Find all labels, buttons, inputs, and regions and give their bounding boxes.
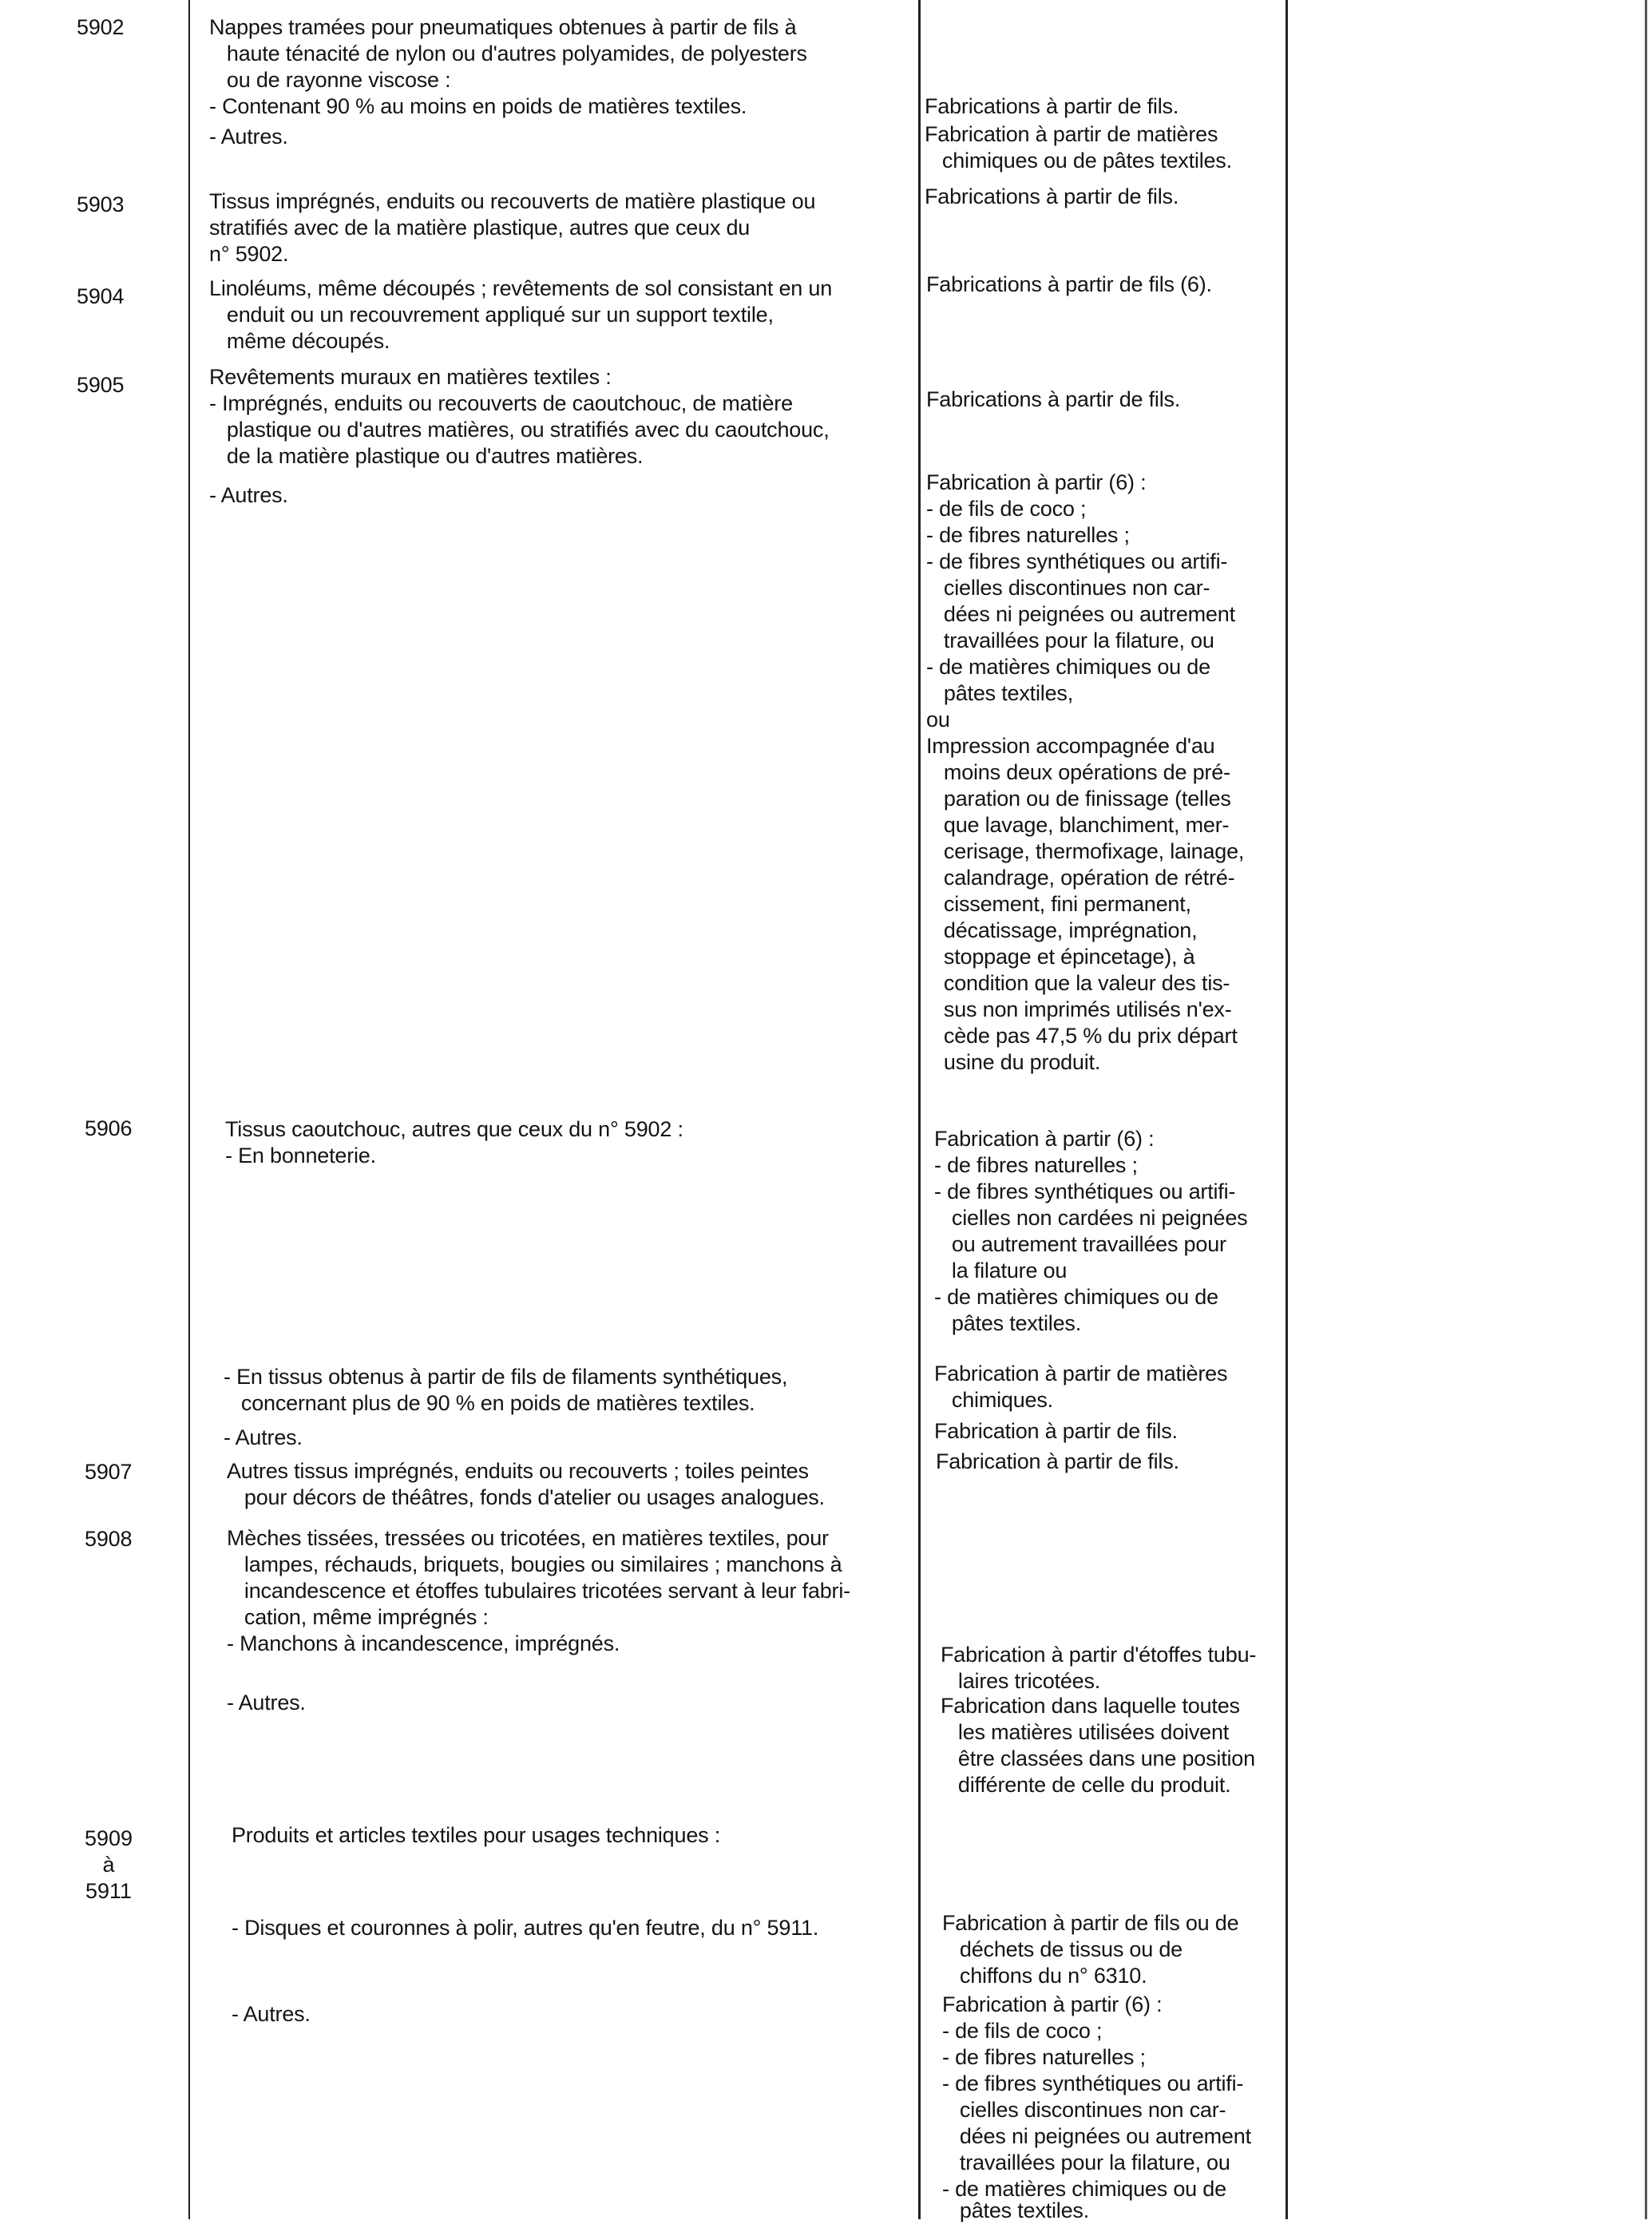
rule-line: pâtes textiles, <box>926 681 1073 705</box>
description-line: - En tissus obtenus à partir de fils de filaments synthétiques, <box>224 1365 788 1389</box>
rule-line: être classées dans une position <box>941 1746 1255 1770</box>
rule-line: Fabrications à partir de fils (6). <box>926 272 1212 296</box>
heading-code: 5908 <box>85 1527 133 1551</box>
rule-line: différente de celle du produit. <box>941 1773 1231 1797</box>
rule-line: pâtes textiles. <box>934 1311 1081 1335</box>
rule-line: Fabrication à partir (6) : <box>926 470 1147 494</box>
heading-code: 5906 <box>85 1116 133 1140</box>
rule-line: Fabrications à partir de fils. <box>925 94 1179 118</box>
description-line: Linoléums, même découpés ; revêtements de sol consistant en un <box>209 276 833 300</box>
rule-line: déchets de tissus ou de <box>942 1937 1183 1961</box>
description-line: même découpés. <box>209 329 390 353</box>
heading-code: 5911 <box>85 1879 133 1903</box>
heading-code: 5902 <box>77 15 125 39</box>
rule-line: Fabrication à partir d'étoffes tubu- <box>941 1643 1257 1667</box>
rule-line: dées ni peignées ou autrement <box>926 602 1235 626</box>
rule-line: - de matières chimiques ou de <box>934 1285 1218 1309</box>
heading-code: 5904 <box>77 284 125 308</box>
rule-line: Fabrication dans laquelle toutes <box>941 1694 1240 1718</box>
description-line: - En bonneterie. <box>225 1144 376 1168</box>
rule-line: chimiques ou de pâtes textiles. <box>925 149 1232 172</box>
description-line: concernant plus de 90 % en poids de matières textiles. <box>224 1391 755 1415</box>
heading-code: 5905 <box>77 373 125 397</box>
rule-line: que lavage, blanchiment, mer- <box>926 813 1230 837</box>
description-line: incandescence et étoffes tubulaires tricotées servant à leur fabri- <box>227 1579 850 1603</box>
rule-line: - de fibres synthétiques ou artifi- <box>926 549 1228 573</box>
rule-line: ou autrement travaillées pour <box>934 1232 1226 1256</box>
rule-line: Fabrications à partir de fils. <box>925 184 1179 208</box>
rule-line: chiffons du n° 6310. <box>942 1964 1147 1988</box>
rule-line: chimiques. <box>934 1388 1053 1412</box>
description-line: de la matière plastique ou d'autres matières. <box>209 444 644 468</box>
rule-line: - de fibres naturelles ; <box>934 1153 1138 1177</box>
rule-line: Fabrication à partir de fils. <box>936 1449 1179 1473</box>
rule-line: la filature ou <box>934 1259 1068 1282</box>
rule-line: laires tricotées. <box>941 1669 1101 1693</box>
description-line: - Autres. <box>224 1425 303 1449</box>
rule-line: travaillées pour la filature, ou <box>926 628 1214 652</box>
rule-line: cielles discontinues non car- <box>926 576 1210 600</box>
rule-line: Fabrication à partir de fils. <box>934 1419 1178 1443</box>
rule-line: Fabrication à partir de matières <box>934 1362 1228 1386</box>
rule-line: - de fibres synthétiques ou artifi- <box>934 1179 1236 1203</box>
description-line: enduit ou un recouvrement appliqué sur un support textile, <box>209 303 774 327</box>
rule-line: Fabrication à partir (6) : <box>934 1127 1155 1151</box>
rule-line: usine du produit. <box>926 1050 1101 1074</box>
rule-line: cerisage, thermofixage, lainage, <box>926 839 1245 863</box>
rule-line: calandrage, opération de rétré- <box>926 866 1235 890</box>
rule-line: cède pas 47,5 % du prix départ <box>926 1024 1238 1048</box>
rule-line: Fabrication à partir (6) : <box>942 1992 1163 2016</box>
description-line: n° 5902. <box>209 242 289 266</box>
description-line: - Autres. <box>227 1691 306 1715</box>
rule-line: Fabrications à partir de fils. <box>926 387 1181 411</box>
description-line: plastique ou d'autres matières, ou stratifiés avec du caoutchouc, <box>209 418 830 442</box>
column-rule-right <box>1286 0 1288 2219</box>
page-edge-right <box>1645 0 1647 2219</box>
description-line: ou de rayonne viscose : <box>209 68 451 92</box>
description-line: - Autres. <box>209 483 288 507</box>
rule-line: Fabrication à partir de fils ou de <box>942 1911 1239 1935</box>
rule-line: stoppage et épincetage), à <box>926 945 1195 969</box>
heading-code-connector: à <box>102 1853 115 1877</box>
rule-line: sus non imprimés utilisés n'ex- <box>926 997 1232 1021</box>
description-line: Tissus imprégnés, enduits ou recouverts de matière plastique ou <box>209 189 816 213</box>
rule-line: pâtes textiles. <box>942 2198 1089 2222</box>
rule-line: - de fibres naturelles ; <box>926 523 1130 547</box>
description-line: - Imprégnés, enduits ou recouverts de caoutchouc, de matière <box>209 391 793 415</box>
heading-code: 5907 <box>85 1460 133 1484</box>
rule-line: - de matières chimiques ou de <box>926 655 1210 679</box>
description-line: Tissus caoutchouc, autres que ceux du n° 5902 : <box>225 1117 683 1141</box>
rule-line: condition que la valeur des tis- <box>926 971 1230 995</box>
rule-line: paration ou de finissage (telles <box>926 787 1231 811</box>
rule-line: cielles discontinues non car- <box>942 2098 1226 2122</box>
rule-line: Fabrication à partir de matières <box>925 122 1218 146</box>
rule-line: - de fils de coco ; <box>942 2019 1103 2043</box>
rule-line: moins deux opérations de pré- <box>926 760 1230 784</box>
description-line: - Disques et couronnes à polir, autres qu'en feutre, du n° 5911. <box>232 1916 819 1940</box>
description-line: Produits et articles textiles pour usages techniques : <box>232 1823 721 1847</box>
rule-line: Impression accompagnée d'au <box>926 734 1215 758</box>
description-line: stratifiés avec de la matière plastique, autres que ceux du <box>209 216 751 240</box>
rule-line: cielles non cardées ni peignées <box>934 1206 1248 1230</box>
description-line: lampes, réchauds, briquets, bougies ou similaires ; manchons à <box>227 1552 842 1576</box>
rule-line: cissement, fini permanent, <box>926 892 1191 916</box>
description-line: Nappes tramées pour pneumatiques obtenues à partir de fils à <box>209 15 797 39</box>
description-line: - Contenant 90 % au moins en poids de matières textiles. <box>209 94 747 118</box>
description-line: - Manchons à incandescence, imprégnés. <box>227 1631 620 1655</box>
description-line: Revêtements muraux en matières textiles : <box>209 365 612 389</box>
heading-code: 5909 <box>84 1826 133 1850</box>
column-rule-middle <box>918 0 921 2219</box>
heading-code: 5903 <box>77 192 125 216</box>
column-rule-left <box>188 0 190 2219</box>
description-line: Mèches tissées, tressées ou tricotées, en matières textiles, pour <box>227 1526 829 1550</box>
description-line: pour décors de théâtres, fonds d'atelier ou usages analogues. <box>227 1485 825 1509</box>
rule-line: ou <box>926 708 950 731</box>
description-line: cation, même imprégnés : <box>227 1605 489 1629</box>
rule-line: dées ni peignées ou autrement <box>942 2124 1251 2148</box>
rule-line: - de fils de coco ; <box>926 497 1087 521</box>
rule-line: - de matières chimiques ou de <box>942 2177 1226 2201</box>
description-line: - Autres. <box>232 2002 311 2026</box>
rule-line: les matières utilisées doivent <box>941 1720 1230 1744</box>
rule-line: - de fibres synthétiques ou artifi- <box>942 2071 1244 2095</box>
rule-line: - de fibres naturelles ; <box>942 2045 1146 2069</box>
description-line: haute ténacité de nylon ou d'autres polyamides, de polyesters <box>209 42 807 65</box>
rule-line: travaillées pour la filature, ou <box>942 2151 1230 2174</box>
description-line: - Autres. <box>209 125 288 149</box>
description-line: Autres tissus imprégnés, enduits ou recouverts ; toiles peintes <box>227 1459 809 1483</box>
rule-line: décatissage, imprégnation, <box>926 918 1198 942</box>
